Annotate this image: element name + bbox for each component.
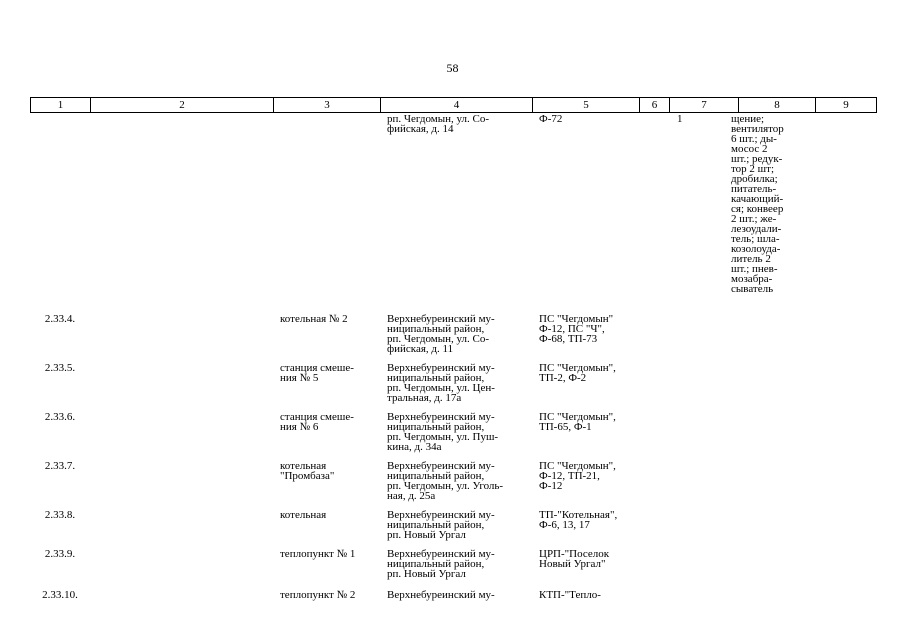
header-col-5: 5 [533, 98, 640, 113]
object-name-cell: станция смеше- ния № 5 [280, 362, 354, 384]
column-header-table [30, 97, 877, 113]
address-cell: Верхнебуреинский му- ниципальный район, рп. Чегдомын, ул. Цен- тральная, д. 17а [387, 362, 495, 404]
object-name-cell: теплопункт № 1 [280, 548, 356, 560]
object-name-cell: котельная "Промбаза" [280, 460, 335, 482]
row-number-cell: 2.33.6. [44, 411, 76, 423]
address-cell: Верхнебуреинский му- ниципальный район, рп. Новый Ургал [387, 548, 495, 580]
object-name-cell: котельная [280, 509, 327, 521]
object-name-cell: котельная № 2 [280, 313, 348, 325]
row-number-cell: 2.33.9. [44, 548, 76, 560]
row-number-cell: 2.33.5. [44, 362, 76, 374]
header-col-8: 8 [739, 98, 816, 113]
row-number-cell: 2.33.8. [44, 509, 76, 521]
header-col-6: 6 [640, 98, 670, 113]
row-number-cell: 2.33.4. [44, 313, 76, 325]
header-col-1: 1 [31, 98, 91, 113]
row-number-cell: 2.33.10. [42, 589, 78, 601]
header-col-3: 3 [274, 98, 381, 113]
address-cell: Верхнебуреинский му- ниципальный район, рп. Чегдомын, ул. Со- фийская, д. 11 [387, 313, 495, 355]
power-source-cell: ПС "Чегдомын", ТП-65, Ф-1 [539, 411, 616, 433]
count-cell: 1 [677, 113, 683, 125]
page-number: 58 [446, 61, 459, 75]
power-source-cell: ПС "Чегдомын", ТП-2, Ф-2 [539, 362, 616, 384]
address-cell: рп. Чегдомын, ул. Со- фийская, д. 14 [387, 113, 490, 135]
header-row [31, 98, 877, 113]
header-col-4: 4 [381, 98, 533, 113]
power-source-cell: ТП-"Котельная", Ф-6, 13, 17 [539, 509, 618, 531]
header-col-2: 2 [91, 98, 274, 113]
equipment-cell: щение; вентилятор 6 шт.; ды- мосос 2 шт.; редук- тор 2 шт; дробилка; питатель- качающий- ся; конвеер 2 шт.; же- лезоудали- тель; шла- козолоуда- литель 2 шт.; пнев- мозабра- сыватель [731, 113, 784, 295]
power-source-cell: КТП-"Тепло- [539, 589, 601, 601]
header-col-9: 9 [816, 98, 877, 113]
power-source-cell: ПС "Чегдомын" Ф-12, ПС "Ч", Ф-68, ТП-73 [539, 313, 614, 345]
power-source-cell: ЦРП-"Поселок Новый Ургал" [539, 548, 610, 570]
address-cell: Верхнебуреинский му- ниципальный район, рп. Чегдомын, ул. Пуш- кина, д. 34а [387, 411, 499, 453]
power-source-cell: ПС "Чегдомын", Ф-12, ТП-21, Ф-12 [539, 460, 616, 492]
address-cell: Верхнебуреинский му- ниципальный район, рп. Чегдомын, ул. Уголь- ная, д. 25а [387, 460, 504, 502]
object-name-cell: станция смеше- ния № 6 [280, 411, 354, 433]
object-name-cell: теплопункт № 2 [280, 589, 356, 601]
header-col-7: 7 [670, 98, 739, 113]
address-cell: Верхнебуреинский му- ниципальный район, рп. Новый Ургал [387, 509, 495, 541]
power-source-cell: Ф-72 [539, 113, 563, 125]
row-number-cell: 2.33.7. [44, 460, 76, 472]
address-cell: Верхнебуреинский му- [387, 589, 495, 601]
